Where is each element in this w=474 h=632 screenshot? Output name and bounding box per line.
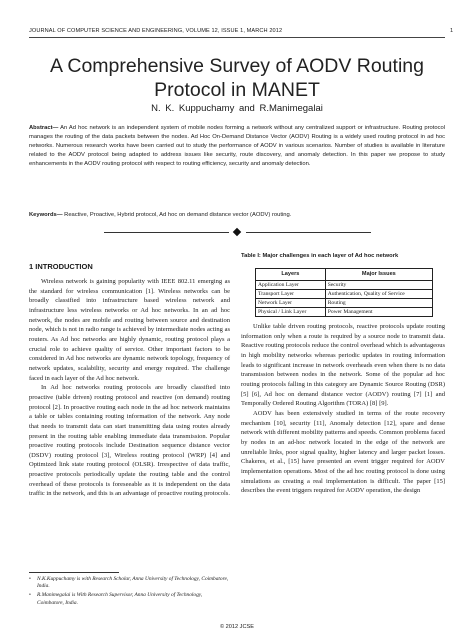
footnotes	[29, 576, 230, 609]
abstract-text: An Ad hoc network is an independent system of mobile nodes forming a network without any centralized support or infrastructure. Routing protocol manages the routing of the data packets between the nodes. Ad Hoc On-Demand Distance Vector (AODV) Routing is a widely used routing protocol in ad hoc networks. Numerous research works have been carried out to study the performance of AODV in various scenarios. Number of studies is available in literature related to the AODV protocol being adapted to address issues like security, route discovery, and anomaly detection. In this paper we propose to study enhancements in the AODV routing protocol with respect to routing efficiency, security and anomaly detection.	[29, 125, 445, 167]
right-column	[241, 322, 445, 496]
paper-title: A Comprehensive Survey of AODV Routing Protocol in MANET	[50, 55, 424, 101]
table-row	[256, 299, 433, 308]
table-cell: Security	[325, 281, 432, 290]
table-cell: Routing	[325, 299, 432, 308]
body-paragraph-4: AODV has been extensively studied in terms of the route recovery mechanism [10], security [11], Anomaly detection [12], spare and dense network with different mobility patterns and speeds. Common problems faced by nodes in an ad-hoc network located in the edge of the network are unreliable links, poor signal quality, higher latency and larger packet losses. Chakeres, et al., [15] have presented an event trigger required for AODV implementation operations. Most of the ad hoc routing protocol is done using simulations as creating a real implementation is difficult. The paper [15] describes the event triggers required for AODV operation, the design	[241, 409, 445, 495]
divider-rule-right	[246, 232, 371, 233]
table-cell: Physical / Link Layer	[256, 308, 326, 317]
section-divider	[29, 228, 445, 238]
table-header-cell: Layers	[256, 269, 326, 281]
abstract	[29, 124, 445, 169]
table-caption: Table I: Major challenges in each layer of Ad hoc network	[241, 253, 399, 259]
table-cell: Network Layer	[256, 299, 326, 308]
diamond-icon	[233, 227, 241, 235]
footnote-text: N.K.Kuppuchamy is with Research Scholar, Anna University of Technology, Coimbatore, India.	[37, 576, 229, 590]
body-paragraph-3: Unlike table driven routing protocols, reactive protocols update routing information only when a route is required by a source node to transmit data. Reactive routing protocols reduce the control overhead which is advantageous in high mobility networks whereas periodic updates in routing information leads to significant increase in network overheads even when there is no data transmission between nodes in the network. Some of the popular ad hoc routing protocols falling in this category are Dynamic Source Routing (DSR) [5] [6], Ad hoc on demand distance vector (AODV) routing [7] [1] and Temporally Ordered Routing Algorithm (TORA) [8] [9].	[241, 323, 445, 408]
keywords	[29, 211, 445, 220]
section-title: INTRODUCTION	[35, 262, 93, 271]
table-header-cell: Major Issues	[325, 269, 432, 281]
table-cell: Transport Layer	[256, 290, 326, 299]
section-number: 1	[29, 262, 34, 271]
table-cell: Power Management	[325, 308, 432, 317]
intro-paragraph-1: Wireless network is gaining popularity with IEEE 802.11 emerging as the standard for wireless communication [1]. Wireless networks can be broadly classified into infrastructure based wireless network and infrastructure less wireless networks or Ad hoc networks. In an ad hoc network, the nodes are mobile and routing between source and destination node, which is not in radio range is achieved by intermediate nodes acting as routers. As Ad hoc networks are highly dynamic, routing protocol plays a crucial role to achieve quality of service. Other important factors to be considered in Ad hoc networks are dynamic network topology, frequency of network updates, scalability, security and energy required. The challenge faced in each layer of the Ad hoc network.	[29, 278, 230, 382]
table-row	[256, 281, 433, 290]
divider-rule-left	[104, 232, 229, 233]
table-header-row	[256, 269, 433, 281]
authors: N. K. Kuppuchamy and R.Manimegalai	[151, 103, 323, 114]
challenges-table	[255, 268, 433, 317]
table-cell: Application Layer	[256, 281, 326, 290]
table-row	[256, 308, 433, 317]
left-column	[29, 277, 230, 499]
table-cell: Authentication, Quality of Service	[325, 290, 432, 299]
journal-header: JOURNAL OF COMPUTER SCIENCE AND ENGINEERING, VOLUME 12, ISSUE 1, MARCH 2012	[29, 28, 283, 34]
keywords-label: Keywords—	[29, 212, 63, 218]
abstract-label: Abstract—	[29, 125, 59, 131]
copyright: © 2012 JCSE	[220, 624, 254, 630]
table-row	[256, 290, 433, 299]
footnote	[29, 592, 230, 606]
section-heading	[29, 262, 93, 271]
footnote	[29, 576, 230, 590]
bullet-icon: •	[29, 592, 31, 599]
footnote-rule	[29, 572, 119, 573]
intro-paragraph-2: In Ad hoc networks routing protocols are broadly classified into proactive (table driven) routing protocol and reactive (on demand) routing protocol [2]. In proactive routing each node in the ad hoc network maintains a table or tables containing routing information of the network. Any node that needs to transmit data can start transmitting data using routes already present in the routing table enabling immediate data transmission. Popular proactive routing protocols include Destination sequence distance vector (DSDV) routing protocol [3], Wireless routing protocol (WRP) [4] and Optimized link state routing protocol (OLSR). Irrespective of data traffic, proactive protocols periodically update the routing table and the control overhead of these protocols is foreseeable as it is independent on the data traffic in the network, and this is an advantage of proactive routing protocols.	[29, 384, 230, 498]
header-rule	[29, 37, 445, 38]
page-number: 1	[450, 28, 454, 34]
bullet-icon: •	[29, 576, 31, 582]
footnote-text: R.Manimegalai is With Research Supervisor, Anna University of Technology, Coimbatore, India.	[37, 592, 203, 606]
keywords-text: Reactive, Proactive, Hybrid protocol, Ad hoc on demand distance vector (AODV) routing.	[62, 212, 292, 218]
